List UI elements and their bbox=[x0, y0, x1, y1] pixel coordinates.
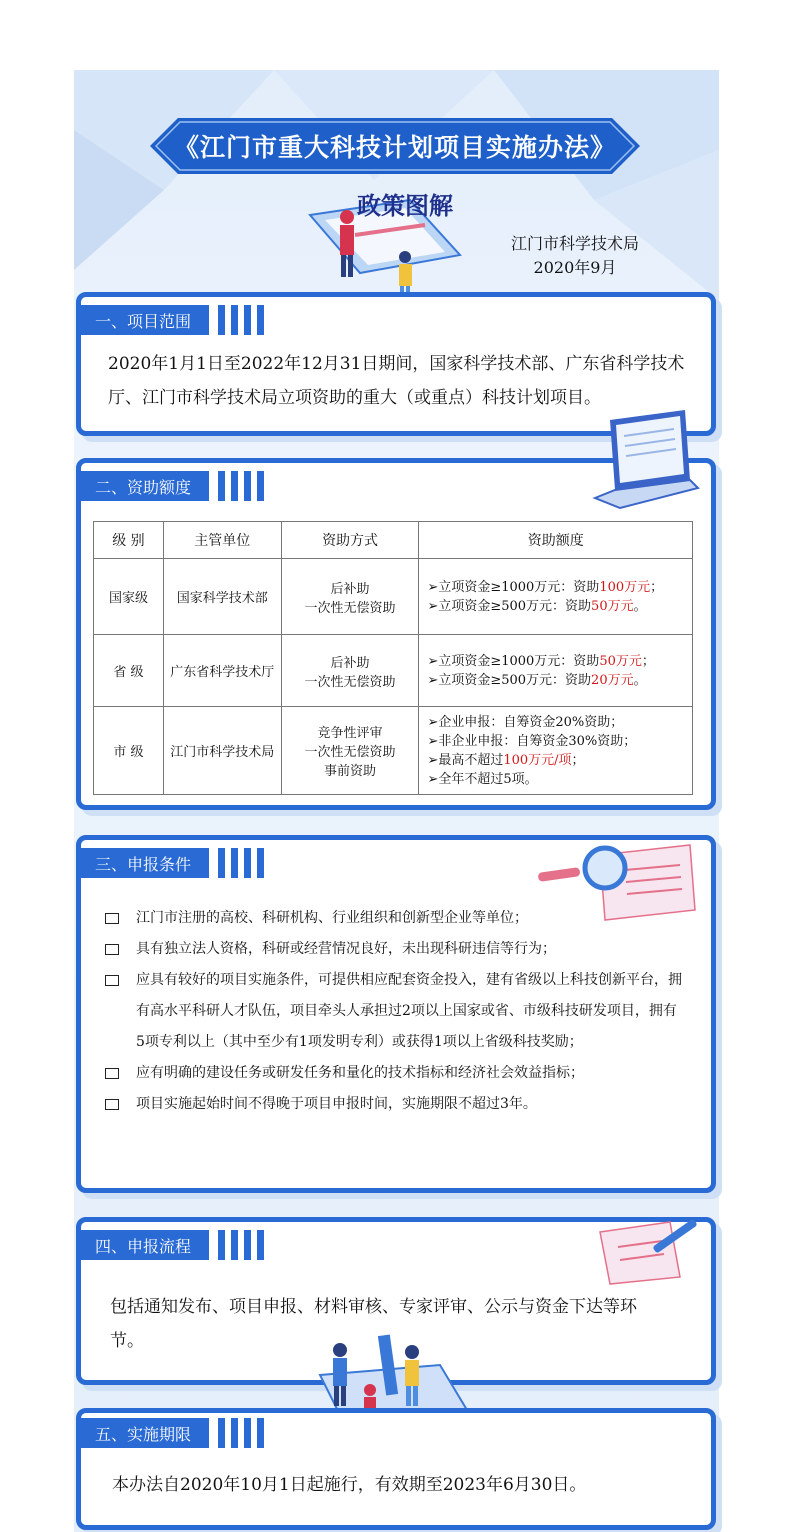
funding-method bbox=[281, 559, 419, 635]
condition-item bbox=[105, 934, 685, 965]
funding-method-line: 事前资助 bbox=[324, 764, 377, 779]
funding-amount bbox=[419, 559, 693, 635]
section-scope-label: 一、项目范围 bbox=[81, 305, 209, 335]
condition-text: 项目实施起始时间不得晚于项目申报时间，实施期限不超过3年。 bbox=[136, 1096, 537, 1112]
amount-highlight: 50万元 bbox=[599, 653, 642, 669]
funding-method bbox=[281, 635, 419, 707]
amount-highlight: 20万元 bbox=[591, 672, 634, 688]
funding-row bbox=[94, 707, 693, 795]
conditions-list bbox=[105, 903, 685, 1120]
col-header-unit: 主管单位 bbox=[163, 522, 281, 559]
funding-row bbox=[94, 559, 693, 635]
funding-table bbox=[93, 521, 693, 795]
section-funding-label: 二、资助额度 bbox=[81, 471, 209, 501]
funding-method bbox=[281, 707, 419, 795]
condition-text: 应具有较好的项目实施条件，可提供相应配套资金投入，建有省级以上科技创新平台，拥有高水平科研人才队伍，项目牵头人承担过2项以上国家或省、市级科技研发项目，拥有5项专利以上（其中至少有1项发明专利）或获得1项以上省级科技奖励； bbox=[136, 972, 682, 1050]
section-process-bars bbox=[218, 1230, 264, 1260]
section-period-bars bbox=[218, 1418, 264, 1448]
issue-date: 2020年9月 bbox=[533, 258, 617, 277]
funding-amount-line bbox=[427, 652, 688, 671]
funding-method-line: 竞争性评审 bbox=[317, 726, 383, 741]
col-header-amount: 资助额度 bbox=[419, 522, 693, 559]
section-conditions-bars bbox=[218, 848, 264, 878]
checkbox-icon bbox=[105, 944, 119, 955]
section-scope-text: 2020年1月1日至2022年12月31日期间，国家科学技术部、广东省科学技术厅、江门市科学技术局立项资助的重大（或重点）科技计划项目。 bbox=[108, 354, 685, 408]
section-process-text: 包括通知发布、项目申报、材料审核、专家评审、公示与资金下达等环节。 bbox=[110, 1297, 637, 1351]
issuer-block bbox=[490, 232, 660, 280]
funding-amount bbox=[419, 707, 693, 795]
amount-highlight: 100万元 bbox=[599, 579, 651, 595]
section-scope-bars bbox=[218, 305, 264, 335]
funding-unit: 国家科学技术部 bbox=[163, 559, 281, 635]
funding-unit: 广东省科学技术厅 bbox=[163, 635, 281, 707]
condition-text: 应有明确的建设任务或研发任务和量化的技术指标和经济社会效益指标； bbox=[136, 1065, 584, 1081]
amount-text: ➢立项资金≥500万元：资助 bbox=[427, 598, 592, 614]
amount-highlight: 100万元/项 bbox=[503, 752, 572, 768]
funding-amount bbox=[419, 635, 693, 707]
page-subtitle: 政策图解 bbox=[357, 191, 453, 220]
funding-method-line: 一次性无偿资助 bbox=[304, 674, 396, 690]
amount-suffix: 。 bbox=[633, 598, 647, 614]
col-header-method: 资助方式 bbox=[281, 522, 419, 559]
funding-amount-line bbox=[427, 578, 688, 597]
funding-level: 市 级 bbox=[94, 707, 164, 795]
amount-suffix: 。 bbox=[633, 672, 647, 688]
amount-text: ➢立项资金≥1000万元：资助 bbox=[427, 579, 600, 595]
funding-row bbox=[94, 635, 693, 707]
col-header-level: 级 别 bbox=[94, 522, 164, 559]
checkbox-icon bbox=[105, 975, 119, 986]
funding-method-line: 后补助 bbox=[330, 655, 370, 671]
condition-text: 江门市注册的高校、科研机构、行业组织和创新型企业等单位； bbox=[136, 910, 528, 926]
funding-amount-line bbox=[427, 770, 688, 789]
amount-text: ➢立项资金≥500万元：资助 bbox=[427, 672, 592, 688]
amount-text: ➢非企业申报：自筹资金30%资助； bbox=[427, 733, 637, 749]
funding-amount-line bbox=[427, 732, 688, 751]
checkbox-icon bbox=[105, 1068, 119, 1079]
amount-text: ➢企业申报：自筹资金20%资助； bbox=[427, 714, 624, 730]
laptop-illustration bbox=[590, 410, 700, 515]
funding-unit: 江门市科学技术局 bbox=[163, 707, 281, 795]
condition-item bbox=[105, 1089, 685, 1120]
amount-text: ➢最高不超过 bbox=[427, 752, 504, 768]
checkbox-icon bbox=[105, 913, 119, 924]
condition-text: 具有独立法人资格，科研或经营情况良好，未出现科研违信等行为； bbox=[136, 941, 556, 957]
amount-text: ➢立项资金≥1000万元：资助 bbox=[427, 653, 600, 669]
funding-amount-line bbox=[427, 671, 688, 690]
funding-method-line: 一次性无偿资助 bbox=[304, 600, 396, 616]
amount-suffix: ； bbox=[650, 579, 664, 595]
funding-amount-line bbox=[427, 597, 688, 616]
funding-amount-line bbox=[427, 713, 688, 732]
funding-amount-line bbox=[427, 751, 688, 770]
section-period-text: 本办法自2020年10月1日起施行，有效期至2023年6月30日。 bbox=[112, 1475, 587, 1495]
checkbox-icon bbox=[105, 1099, 119, 1110]
funding-method-line: 一次性无偿资助 bbox=[304, 745, 396, 760]
condition-item bbox=[105, 965, 685, 1058]
amount-highlight: 50万元 bbox=[591, 598, 634, 614]
section-period-label: 五、实施期限 bbox=[81, 1418, 209, 1448]
funding-level: 省 级 bbox=[94, 635, 164, 707]
section-funding-bars bbox=[218, 471, 264, 501]
condition-item bbox=[105, 903, 685, 934]
funding-level: 国家级 bbox=[94, 559, 164, 635]
pen-document-illustration bbox=[590, 1212, 700, 1287]
amount-text: ➢全年不超过5项。 bbox=[427, 771, 538, 787]
section-process-label: 四、申报流程 bbox=[81, 1230, 209, 1260]
condition-item bbox=[105, 1058, 685, 1089]
amount-suffix: ； bbox=[571, 752, 585, 768]
amount-suffix: ； bbox=[641, 653, 655, 669]
page-title: 《江门市重大科技计划项目实施办法》 bbox=[173, 133, 616, 162]
issuer-name: 江门市科学技术局 bbox=[510, 234, 639, 253]
funding-table-header bbox=[94, 522, 693, 559]
funding-method-line: 后补助 bbox=[330, 581, 370, 597]
section-conditions-label: 三、申报条件 bbox=[81, 848, 209, 878]
